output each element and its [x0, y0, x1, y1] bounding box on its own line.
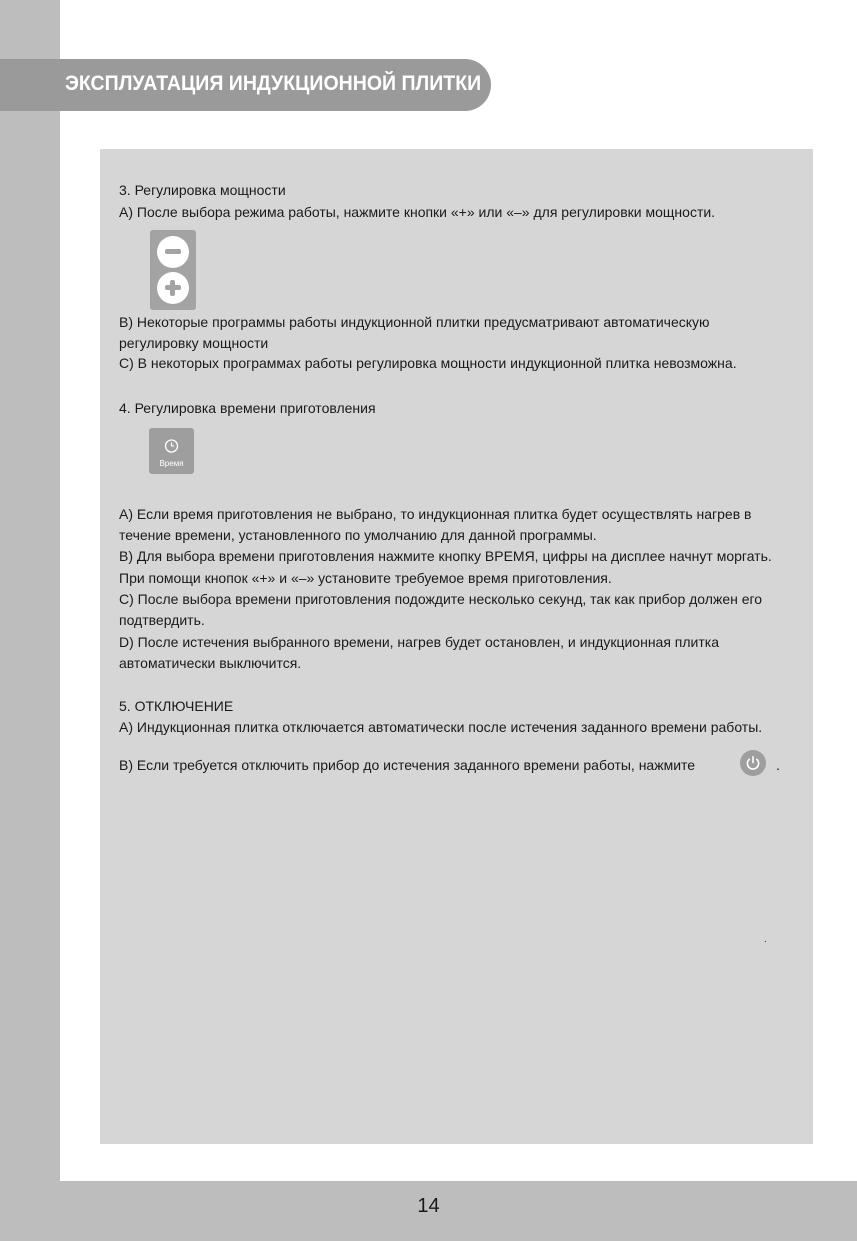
section-3-line-a: А) После выбора режима работы, нажмите кнопки «+» или «–» для регулировки мощности.: [119, 204, 716, 220]
section-4-line-d1: D) После истечения выбранного времени, нагрев будет остановлен, и индукционная плитка: [119, 634, 720, 650]
time-button-label: Время: [159, 459, 184, 468]
section-4-line-b1: В) Для выбора времени приготовления нажмите кнопку ВРЕМЯ, цифры на дисплее начнут моргать.: [119, 548, 772, 564]
section-5-heading: 5. ОТКЛЮЧЕНИЕ: [119, 698, 234, 714]
minus-icon: [157, 236, 189, 268]
power-icon: [740, 750, 766, 776]
section-4-line-d2: автоматически выключится.: [119, 655, 302, 671]
section-3-heading: 3. Регулировка мощности: [119, 182, 286, 198]
page-number: 14: [417, 1195, 440, 1217]
section-4-line-c2: подтвердить.: [119, 612, 205, 628]
section-4-line-c1: С) После выбора времени приготовления подождите несколько секунд, так как прибор должен его: [119, 591, 763, 607]
section-4-line-b2: При помощи кнопок «+» и «–» установите требуемое время приготовления.: [119, 570, 612, 586]
section-5-line-b: В) Если требуется отключить прибор до истечения заданного времени работы, нажмите: [119, 757, 696, 773]
section-4-line-a2: течение времени, установленного по умолчанию для данной программы.: [119, 527, 597, 543]
clock-icon: [149, 428, 194, 458]
plus-icon: [157, 272, 189, 304]
section-3-line-b1: В) Некоторые программы работы индукционной плитки предусматривают автоматическую: [119, 314, 710, 330]
section-5-line-a: А) Индукционная плитка отключается автоматически после истечения заданного времени работы.: [119, 719, 763, 735]
section-4-line-a1: А) Если время приготовления не выбрано, то индукционная плитка будет осуществлять нагрев в: [119, 506, 752, 522]
power-adjust-buttons: [150, 230, 196, 310]
section-5-line-b-end: .: [776, 757, 780, 773]
section-4-heading: 4. Регулировка времени приготовления: [119, 400, 376, 416]
section-3-line-c: С) В некоторых программах работы регулировка мощности индукционной плитка невозможна.: [119, 355, 737, 371]
section-3-line-b2: регулировку мощности: [119, 335, 269, 351]
time-button: [149, 428, 194, 474]
page-title: ЭКСПЛУАТАЦИЯ ИНДУКЦИОННОЙ ПЛИТКИ: [65, 72, 482, 95]
stray-mark: .: [764, 934, 767, 945]
